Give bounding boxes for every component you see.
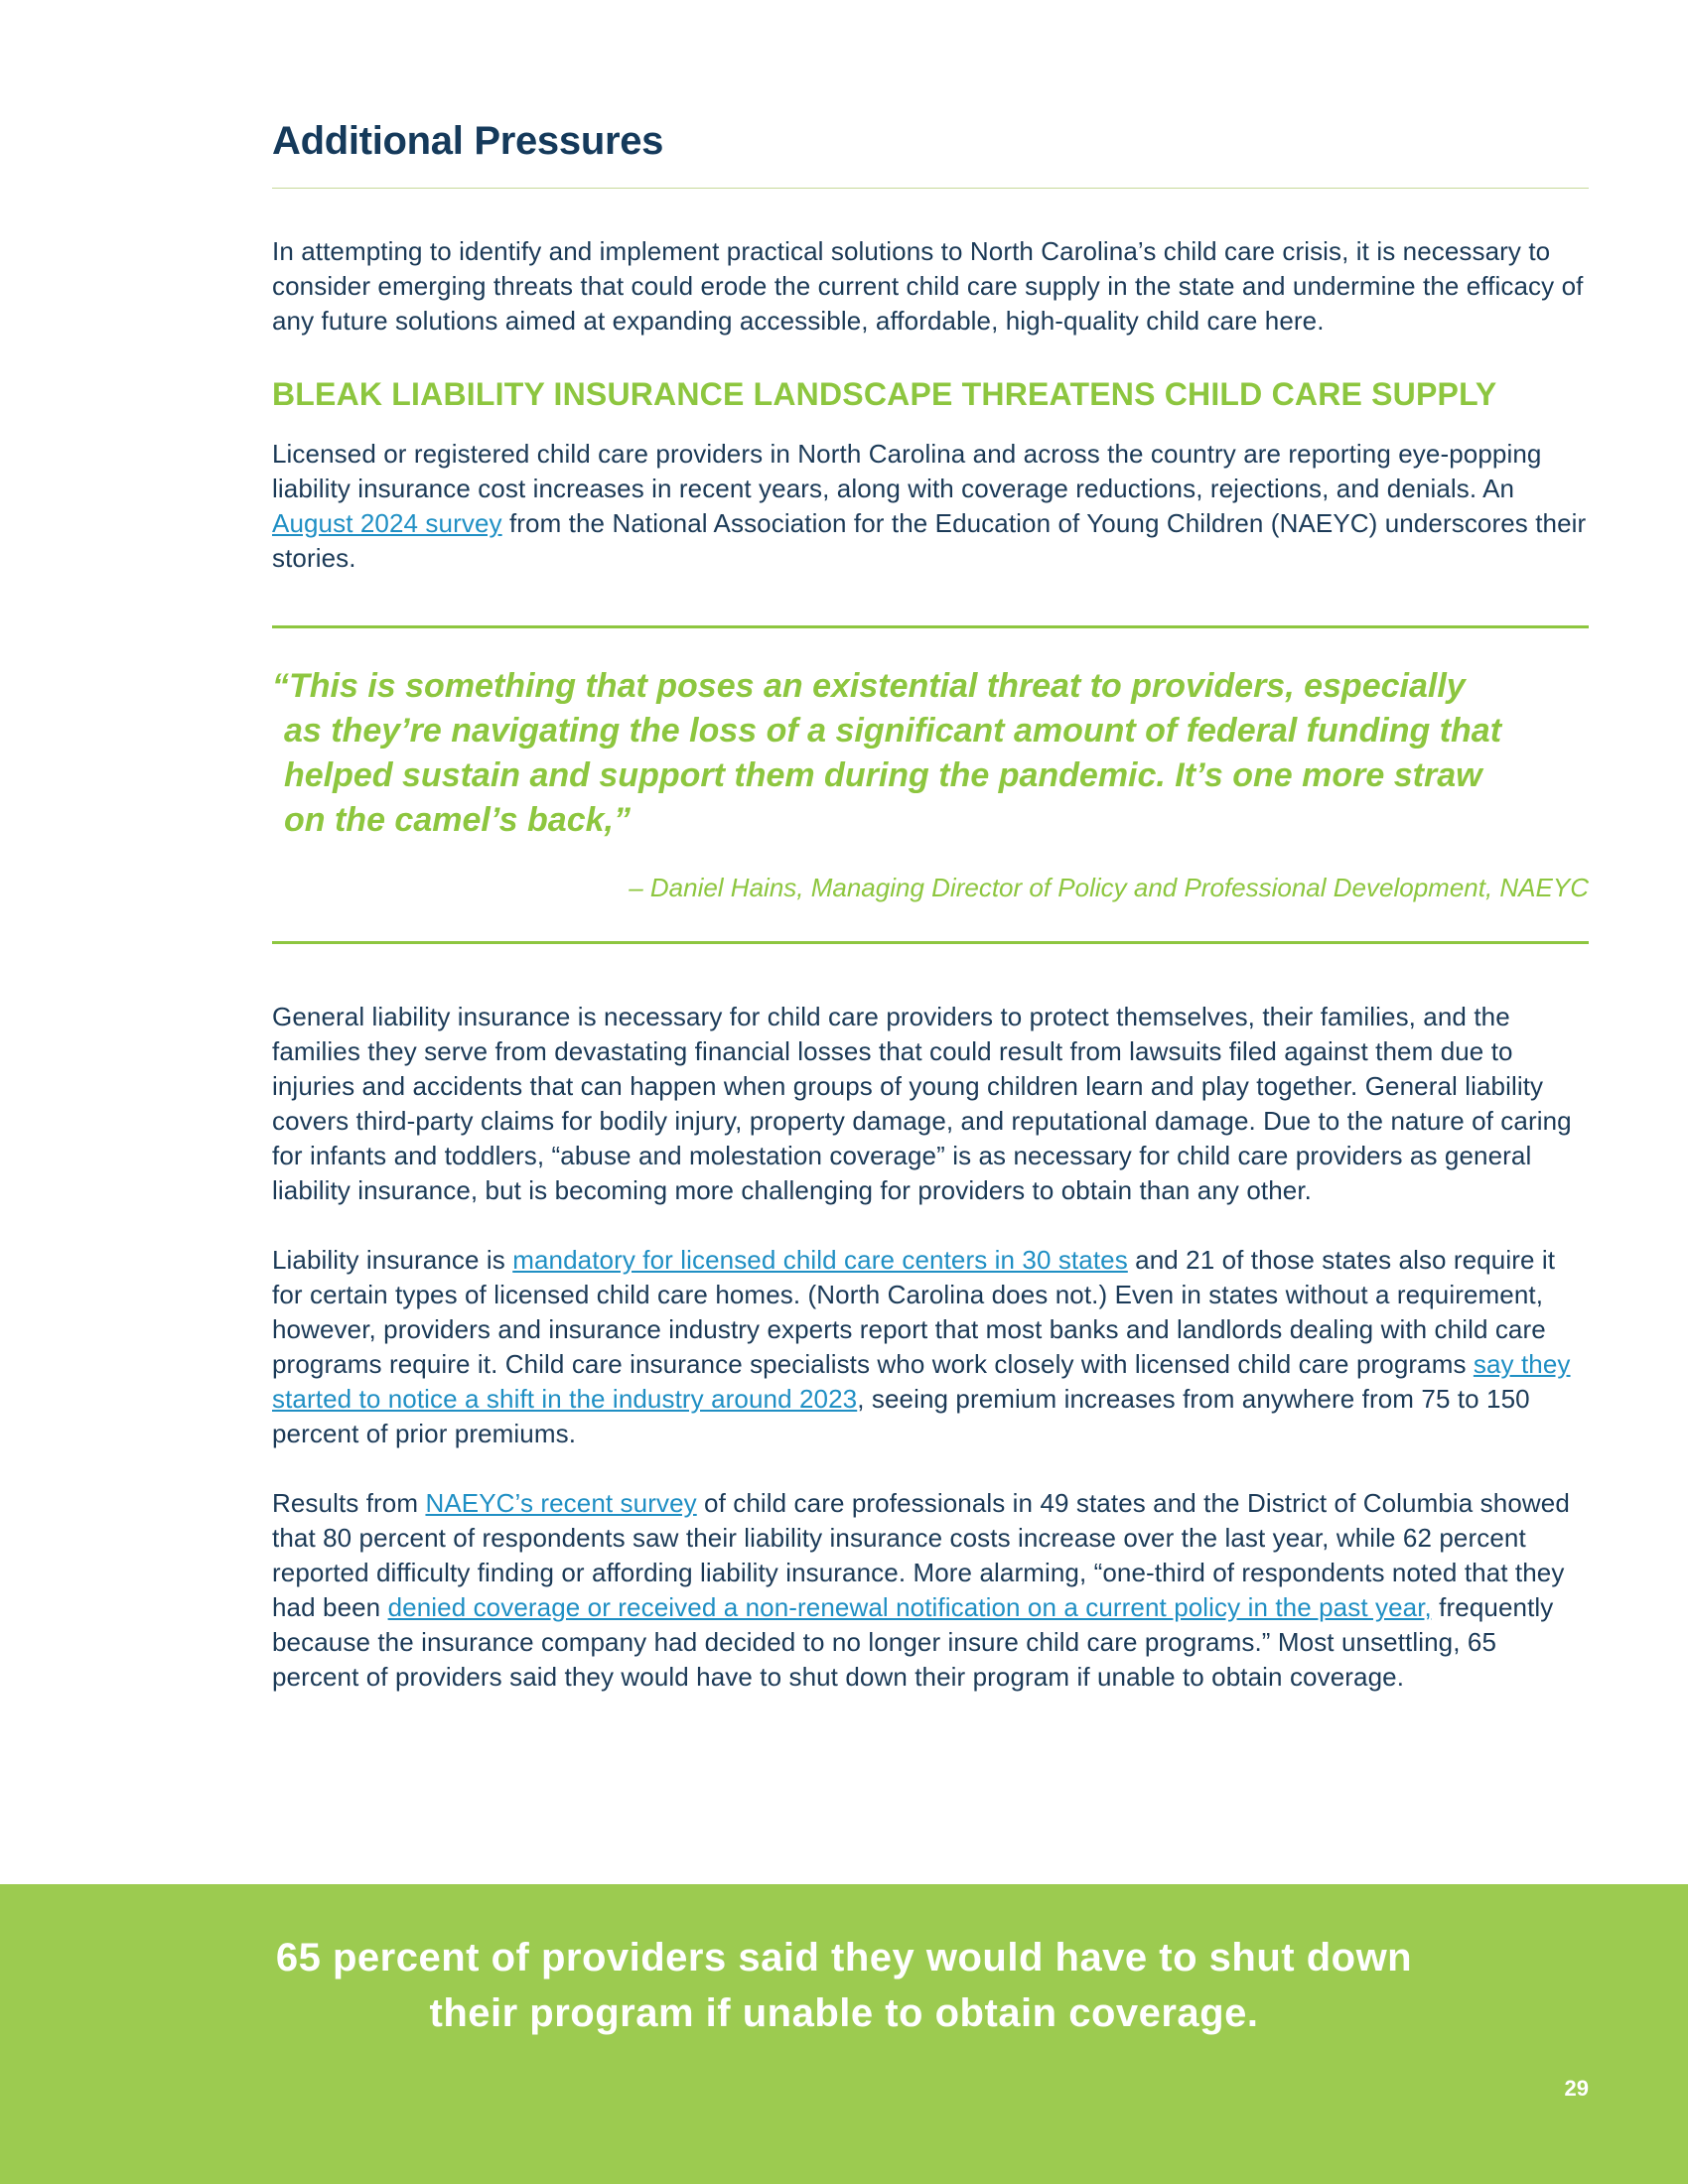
callout-text: [0, 1930, 1688, 2041]
pull-quote: [272, 664, 1589, 843]
industry-shift-link[interactable]: say they started to notice a shift in the industry around 2023: [272, 1349, 1571, 1414]
quote-line: “This is something that poses an existential threat to providers, especially: [272, 667, 1466, 705]
august-survey-link[interactable]: August 2024 survey: [272, 508, 502, 538]
paragraph-text: from the National Association for the Education of Young Children (NAEYC) underscores their stories.: [272, 508, 1587, 573]
callout-band: [0, 1884, 1688, 2184]
intro-paragraph: In attempting to identify and implement practical solutions to North Carolina’s child care crisis, it is necessary to consider emerging threats that could erode the current child care supply in the state and undermine the efficacy of any future solutions aimed at expanding accessible, affordable, high-quality child care here.: [272, 236, 1584, 336]
paragraph-text: of child care professionals in 49 states and the District of Columbia showed that 80 percent of respondents saw their liability insurance costs increase over the last year, while 62 percent reported difficulty finding or affording liability insurance. More alarming, “one-third of respondents noted that they had been: [272, 1488, 1570, 1622]
paragraph-text: Licensed or registered child care providers in North Carolina and across the country are reporting eye-popping liability insurance cost increases in recent years, along with coverage reductions, rejections, and denials. An: [272, 439, 1542, 503]
paragraph-text: , seeing premium increases from anywhere from 75 to 150 percent of prior premiums.: [272, 1384, 1530, 1448]
paragraph-text: and 21 of those states also require it for certain types of licensed child care homes. (North Carolina does not.) Even in states without a requirement, however, providers and insurance industry experts report that most banks and landlords dealing with child care programs require it. Child care insurance specialists who work closely with licensed child care programs: [272, 1245, 1556, 1379]
section-subheading: BLEAK LIABILITY INSURANCE LANDSCAPE THREATENS CHILD CARE SUPPLY: [272, 376, 1497, 412]
quote-line: helped sustain and support them during the pandemic. It’s one more straw: [284, 756, 1482, 794]
paragraph-general-liability: General liability insurance is necessary for child care providers to protect themselves, their families, and the families they serve from devastating financial losses that could result from lawsuits filed against them due to injuries and accidents that can happen when groups of young children learn and play together. General liability covers third-party claims for bodily injury, property damage, and reputational damage. Due to the nature of caring for infants and toddlers, “abuse and molestation coverage” is as necessary for child care providers as general liability insurance, but is becoming more challenging for providers to obtain than any other.: [272, 1002, 1572, 1205]
paragraph-text: Results from: [272, 1488, 426, 1518]
title-divider: [272, 188, 1589, 189]
callout-line: 65 percent of providers said they would have to shut down: [275, 1936, 1413, 1979]
paragraph-text: Liability insurance is: [272, 1245, 513, 1275]
page-number: 29: [1564, 2076, 1589, 2101]
quote-bottom-divider: [272, 941, 1589, 944]
quote-top-divider: [272, 625, 1589, 628]
paragraph-survey-results: [272, 1486, 1589, 1695]
mandatory-states-link[interactable]: mandatory for licensed child care centers in 30 states: [512, 1245, 1128, 1275]
denied-coverage-link[interactable]: denied coverage or received a non-renewal notification on a current policy in the past year,: [387, 1592, 1432, 1622]
paragraph-text: frequently because the insurance company had decided to no longer insure child care programs.” Most unsettling, 65 percent of providers said they would have to shut down their program if unable to obtain coverage.: [272, 1592, 1554, 1692]
paragraph-survey: [272, 437, 1589, 576]
paragraph-mandatory: [272, 1243, 1589, 1451]
page-title: Additional Pressures: [272, 119, 664, 163]
callout-line: their program if unable to obtain coverage.: [429, 1991, 1259, 2035]
naeyc-survey-link[interactable]: NAEYC’s recent survey: [425, 1488, 697, 1518]
quote-line: as they’re navigating the loss of a significant amount of federal funding that: [284, 712, 1502, 750]
quote-attribution: – Daniel Hains, Managing Director of Policy and Professional Development, NAEYC: [629, 873, 1589, 902]
page-content: [272, 119, 1589, 1695]
quote-line: on the camel’s back,”: [284, 801, 631, 839]
